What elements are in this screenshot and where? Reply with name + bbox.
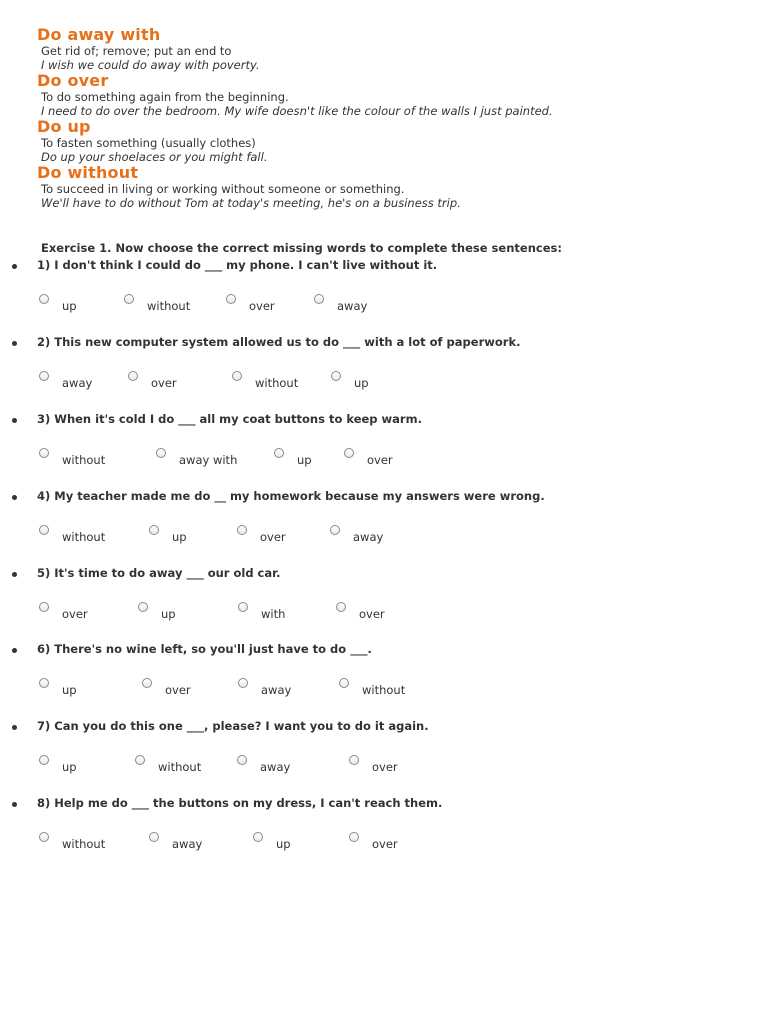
question-item bbox=[0, 335, 768, 399]
definitions-section bbox=[37, 26, 757, 210]
option-label: up bbox=[172, 530, 187, 544]
bullet-icon bbox=[12, 264, 17, 269]
question-item bbox=[0, 719, 768, 783]
option-label: without bbox=[62, 530, 106, 544]
option-label: over bbox=[359, 607, 385, 621]
radio-button[interactable] bbox=[237, 755, 247, 765]
option-label: without bbox=[158, 760, 202, 774]
option-label: away with bbox=[179, 453, 238, 467]
question-text: 7) Can you do this one ___, please? I want you to do it again. bbox=[37, 719, 429, 733]
radio-button[interactable] bbox=[39, 371, 49, 381]
definition-example: I need to do over the bedroom. My wife doesn't like the colour of the walls I just painted. bbox=[41, 104, 553, 118]
definition-do-up bbox=[37, 118, 757, 164]
option-label: up bbox=[297, 453, 312, 467]
option-label: without bbox=[62, 453, 106, 467]
option-label: away bbox=[62, 376, 93, 390]
definition-meaning: To fasten something (usually clothes) bbox=[41, 136, 256, 150]
radio-button[interactable] bbox=[142, 678, 152, 688]
question-text: 1) I don't think I could do ___ my phone. I can't live without it. bbox=[37, 258, 438, 272]
definition-title: Do without bbox=[37, 163, 139, 182]
definition-meaning: To do something again from the beginning. bbox=[41, 90, 289, 104]
bullet-icon bbox=[12, 802, 17, 807]
question-text: 4) My teacher made me do __ my homework because my answers were wrong. bbox=[37, 489, 545, 503]
definition-meaning: To succeed in living or working without someone or something. bbox=[41, 182, 405, 196]
radio-button[interactable] bbox=[39, 832, 49, 842]
option-label: without bbox=[362, 683, 406, 697]
bullet-icon bbox=[12, 341, 17, 346]
definition-do-over bbox=[37, 72, 757, 118]
question-text: 2) This new computer system allowed us to do ___ with a lot of paperwork. bbox=[37, 335, 521, 349]
question-item bbox=[0, 258, 768, 322]
radio-button[interactable] bbox=[39, 755, 49, 765]
radio-button[interactable] bbox=[336, 602, 346, 612]
option-label: away bbox=[261, 683, 292, 697]
definition-example: We'll have to do without Tom at today's meeting, he's on a business trip. bbox=[41, 196, 461, 210]
question-item bbox=[0, 489, 768, 553]
radio-button[interactable] bbox=[314, 294, 324, 304]
radio-button[interactable] bbox=[238, 602, 248, 612]
option-label: up bbox=[62, 683, 77, 697]
radio-button[interactable] bbox=[349, 832, 359, 842]
radio-button[interactable] bbox=[39, 678, 49, 688]
definition-do-away-with bbox=[37, 26, 757, 72]
radio-button[interactable] bbox=[138, 602, 148, 612]
option-label: up bbox=[62, 760, 77, 774]
definition-title: Do away with bbox=[37, 25, 161, 44]
option-label: away bbox=[172, 837, 203, 851]
radio-button[interactable] bbox=[237, 525, 247, 535]
radio-button[interactable] bbox=[135, 755, 145, 765]
option-label: without bbox=[255, 376, 299, 390]
radio-button[interactable] bbox=[274, 448, 284, 458]
definition-title: Do over bbox=[37, 71, 109, 90]
bullet-icon bbox=[12, 495, 17, 500]
option-label: up bbox=[276, 837, 291, 851]
radio-button[interactable] bbox=[226, 294, 236, 304]
radio-button[interactable] bbox=[149, 832, 159, 842]
radio-button[interactable] bbox=[39, 294, 49, 304]
question-item bbox=[0, 642, 768, 706]
option-label: over bbox=[249, 299, 275, 313]
radio-button[interactable] bbox=[349, 755, 359, 765]
definition-meaning: Get rid of; remove; put an end to bbox=[41, 44, 232, 58]
option-label: up bbox=[354, 376, 369, 390]
radio-button[interactable] bbox=[253, 832, 263, 842]
option-label: away bbox=[353, 530, 384, 544]
option-label: over bbox=[367, 453, 393, 467]
question-text: 5) It's time to do away ___ our old car. bbox=[37, 566, 281, 580]
exercise-title: Exercise 1. Now choose the correct missing words to complete these sentences: bbox=[41, 241, 562, 255]
radio-button[interactable] bbox=[331, 371, 341, 381]
option-label: away bbox=[337, 299, 368, 313]
question-item bbox=[0, 796, 768, 860]
option-label: away bbox=[260, 760, 291, 774]
bullet-icon bbox=[12, 725, 17, 730]
radio-button[interactable] bbox=[124, 294, 134, 304]
radio-button[interactable] bbox=[238, 678, 248, 688]
question-text: 8) Help me do ___ the buttons on my dress, I can't reach them. bbox=[37, 796, 443, 810]
radio-button[interactable] bbox=[156, 448, 166, 458]
radio-button[interactable] bbox=[39, 448, 49, 458]
option-label: over bbox=[165, 683, 191, 697]
option-label: up bbox=[161, 607, 176, 621]
definition-title: Do up bbox=[37, 117, 91, 136]
radio-button[interactable] bbox=[339, 678, 349, 688]
bullet-icon bbox=[12, 648, 17, 653]
option-label: without bbox=[62, 837, 106, 851]
question-text: 3) When it's cold I do ___ all my coat buttons to keep warm. bbox=[37, 412, 422, 426]
radio-button[interactable] bbox=[232, 371, 242, 381]
radio-button[interactable] bbox=[39, 602, 49, 612]
question-text: 6) There's no wine left, so you'll just have to do ___. bbox=[37, 642, 372, 656]
option-label: over bbox=[260, 530, 286, 544]
option-label: over bbox=[372, 760, 398, 774]
definition-example: I wish we could do away with poverty. bbox=[41, 58, 260, 72]
option-label: over bbox=[151, 376, 177, 390]
question-item bbox=[0, 566, 768, 630]
option-label: over bbox=[62, 607, 88, 621]
radio-button[interactable] bbox=[330, 525, 340, 535]
definition-do-without bbox=[37, 164, 757, 210]
option-label: without bbox=[147, 299, 191, 313]
radio-button[interactable] bbox=[344, 448, 354, 458]
option-label: over bbox=[372, 837, 398, 851]
question-item bbox=[0, 412, 768, 476]
radio-button[interactable] bbox=[149, 525, 159, 535]
bullet-icon bbox=[12, 572, 17, 577]
radio-button[interactable] bbox=[39, 525, 49, 535]
radio-button[interactable] bbox=[128, 371, 138, 381]
option-label: with bbox=[261, 607, 286, 621]
definition-example: Do up your shoelaces or you might fall. bbox=[41, 150, 268, 164]
option-label: up bbox=[62, 299, 77, 313]
bullet-icon bbox=[12, 418, 17, 423]
